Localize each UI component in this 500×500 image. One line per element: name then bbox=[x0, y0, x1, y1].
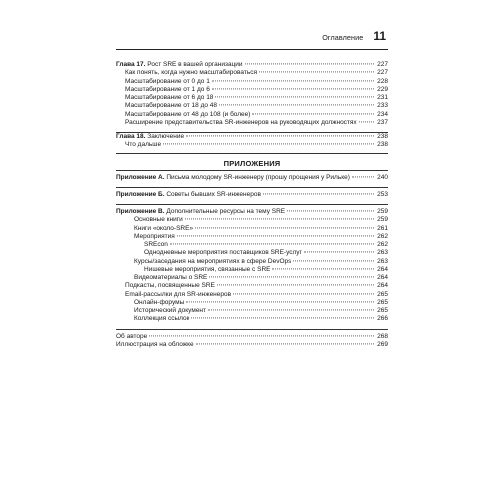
page-ref: 264 bbox=[377, 274, 388, 281]
entry-title: Масштабирование от 48 до 108 (и более) bbox=[125, 110, 251, 118]
page-ref: 259 bbox=[377, 216, 388, 224]
page-ref: 263 bbox=[377, 249, 388, 257]
toc-chapter-18[interactable] bbox=[116, 133, 388, 141]
entry-title: Подкасты, посвященные SRE bbox=[125, 282, 215, 290]
dot-leader bbox=[170, 243, 374, 244]
toc-entry[interactable] bbox=[116, 94, 388, 102]
dot-leader bbox=[149, 335, 374, 336]
dot-leader bbox=[191, 318, 374, 319]
page-ref: 261 bbox=[377, 224, 388, 232]
dot-leader bbox=[272, 268, 374, 269]
page-ref: 229 bbox=[377, 85, 388, 93]
appendix-title: Дополнительные ресурсы на тему SRE bbox=[166, 208, 286, 215]
entry-title: Расширение представительства SR-инженеров на руководящих должностях bbox=[125, 118, 357, 126]
toc-entry[interactable] bbox=[116, 249, 388, 257]
entry-title: Исторический документ bbox=[134, 307, 207, 314]
dot-leader bbox=[163, 144, 374, 145]
dot-leader bbox=[195, 227, 374, 228]
page-ref: 227 bbox=[377, 69, 388, 77]
toc-entry[interactable] bbox=[116, 274, 388, 282]
page-ref: 265 bbox=[377, 290, 388, 298]
page-ref: 238 bbox=[377, 141, 388, 149]
entry-title: Что дальше bbox=[125, 141, 162, 149]
entry-title: Коллекция ссылок bbox=[134, 315, 190, 323]
entry-title: Об авторе bbox=[116, 332, 148, 340]
page-ref: 259 bbox=[377, 208, 388, 215]
page-ref: 265 bbox=[377, 307, 388, 314]
toc-entry[interactable] bbox=[116, 282, 388, 290]
dot-leader bbox=[196, 343, 374, 344]
appendix-label: Приложение А. bbox=[116, 173, 165, 181]
chapter-number: Глава 18. bbox=[116, 133, 146, 140]
entry-title: Масштабирование от 6 до 18 bbox=[125, 94, 214, 101]
entry-title: Онлайн-форумы bbox=[134, 298, 185, 306]
toc-entry[interactable] bbox=[116, 111, 388, 119]
dot-leader bbox=[252, 113, 374, 114]
toc-entry[interactable] bbox=[116, 266, 388, 274]
entry-title: Основные книги bbox=[134, 216, 183, 224]
dot-leader bbox=[293, 260, 374, 261]
page-ref: 228 bbox=[377, 77, 388, 85]
page-ref: 264 bbox=[377, 282, 388, 290]
page-ref: 238 bbox=[377, 133, 388, 140]
toc-appendix-a[interactable] bbox=[116, 174, 388, 182]
entry-title: Как понять, когда нужно масштабироваться bbox=[125, 69, 258, 77]
appendices-heading: ПРИЛОЖЕНИЯ bbox=[223, 158, 281, 168]
page-ref: 233 bbox=[377, 102, 388, 110]
toc-entry[interactable] bbox=[116, 315, 388, 323]
page-number: 11 bbox=[373, 29, 386, 43]
entry-title: Масштабирование от 1 до 6 bbox=[125, 85, 210, 93]
dot-leader bbox=[304, 252, 374, 253]
toc-entry[interactable] bbox=[116, 225, 388, 233]
toc-entry[interactable] bbox=[116, 102, 388, 110]
chapter-title: Рост SRE в вашей организации bbox=[147, 61, 243, 68]
toc-entry[interactable] bbox=[116, 291, 388, 299]
toc-entry[interactable] bbox=[116, 69, 388, 77]
toc-appendix-b[interactable] bbox=[116, 191, 388, 199]
dot-leader bbox=[208, 309, 374, 310]
toc-entry[interactable] bbox=[116, 86, 388, 94]
dot-leader bbox=[212, 88, 374, 89]
appendix-label: Приложение Б. bbox=[116, 190, 165, 198]
dot-leader bbox=[359, 121, 374, 122]
entry-title: Однодневные мероприятия поставщиков SRE-услуг bbox=[144, 249, 302, 257]
toc-entry[interactable] bbox=[116, 78, 388, 86]
page-ref: 268 bbox=[377, 332, 388, 340]
entry-title: Нишевые мероприятия, связанные с SRE bbox=[144, 265, 271, 273]
toc-appendix-v[interactable] bbox=[116, 208, 388, 216]
toc-entry[interactable] bbox=[116, 119, 388, 127]
entry-title: SREcon bbox=[144, 241, 168, 248]
page-ref: 237 bbox=[377, 118, 388, 126]
dot-leader bbox=[352, 176, 374, 177]
dot-leader bbox=[177, 235, 374, 236]
toc-entry[interactable] bbox=[116, 216, 388, 224]
page-ref: 262 bbox=[377, 241, 388, 248]
toc-entry[interactable] bbox=[116, 299, 388, 307]
page-ref: 266 bbox=[377, 315, 388, 323]
toc-entry[interactable] bbox=[116, 258, 388, 266]
toc-entry[interactable] bbox=[116, 141, 388, 149]
section-divider bbox=[116, 153, 388, 154]
entry-title: Email-рассылки для SR-инженеров bbox=[125, 290, 232, 298]
dot-leader bbox=[215, 96, 374, 97]
dot-leader bbox=[245, 63, 374, 64]
page-header bbox=[116, 29, 388, 50]
dot-leader bbox=[287, 210, 374, 211]
page-ref: 269 bbox=[377, 340, 388, 348]
toc-about-author[interactable] bbox=[116, 333, 388, 341]
toc-entry[interactable] bbox=[116, 241, 388, 249]
toc-chapter-17[interactable] bbox=[116, 61, 388, 69]
running-title: Оглавление bbox=[322, 33, 364, 42]
entry-title: Масштабирование от 18 до 48 bbox=[125, 102, 218, 110]
page-ref: 240 bbox=[377, 173, 388, 181]
toc-entry[interactable] bbox=[116, 307, 388, 315]
appendix-title: Письма молодому SR-инженеру (прошу прощения у Рильке) bbox=[166, 173, 350, 181]
entry-title: Иллюстрация на обложке bbox=[116, 340, 194, 348]
dot-leader bbox=[233, 293, 374, 294]
entry-title: Мероприятия bbox=[134, 232, 175, 240]
dot-leader bbox=[212, 80, 374, 81]
entry-title: Видеоматериалы о SRE bbox=[134, 274, 208, 281]
dot-leader bbox=[259, 72, 374, 73]
chapter-title: Заключение bbox=[147, 133, 185, 140]
table-of-contents bbox=[116, 61, 388, 349]
dot-leader bbox=[263, 193, 374, 194]
toc-cover-illustration[interactable] bbox=[116, 341, 388, 349]
chapter-number: Глава 17. bbox=[116, 61, 146, 68]
toc-entry[interactable] bbox=[116, 233, 388, 241]
dot-leader bbox=[186, 301, 374, 302]
page-ref: 234 bbox=[377, 110, 388, 118]
page-ref: 265 bbox=[377, 298, 388, 306]
page-ref: 231 bbox=[377, 94, 388, 101]
page-ref: 264 bbox=[377, 265, 388, 273]
entry-title: Масштабирование от 0 до 1 bbox=[125, 77, 210, 85]
page-ref: 253 bbox=[377, 190, 388, 198]
appendix-label: Приложение В. bbox=[116, 208, 165, 215]
page-ref: 262 bbox=[377, 232, 388, 240]
dot-leader bbox=[217, 285, 374, 286]
entry-title: Курсы/заседания на мероприятиях в сфере DevOps bbox=[134, 257, 292, 265]
entry-title: Книги «около-SRE» bbox=[134, 224, 194, 232]
dot-leader bbox=[219, 105, 374, 106]
dot-leader bbox=[209, 276, 374, 277]
dot-leader bbox=[185, 219, 374, 220]
page-ref: 263 bbox=[377, 257, 388, 265]
appendix-title: Советы бывших SR-инженеров bbox=[166, 190, 261, 198]
page-ref: 227 bbox=[377, 61, 388, 68]
dot-leader bbox=[186, 135, 374, 136]
